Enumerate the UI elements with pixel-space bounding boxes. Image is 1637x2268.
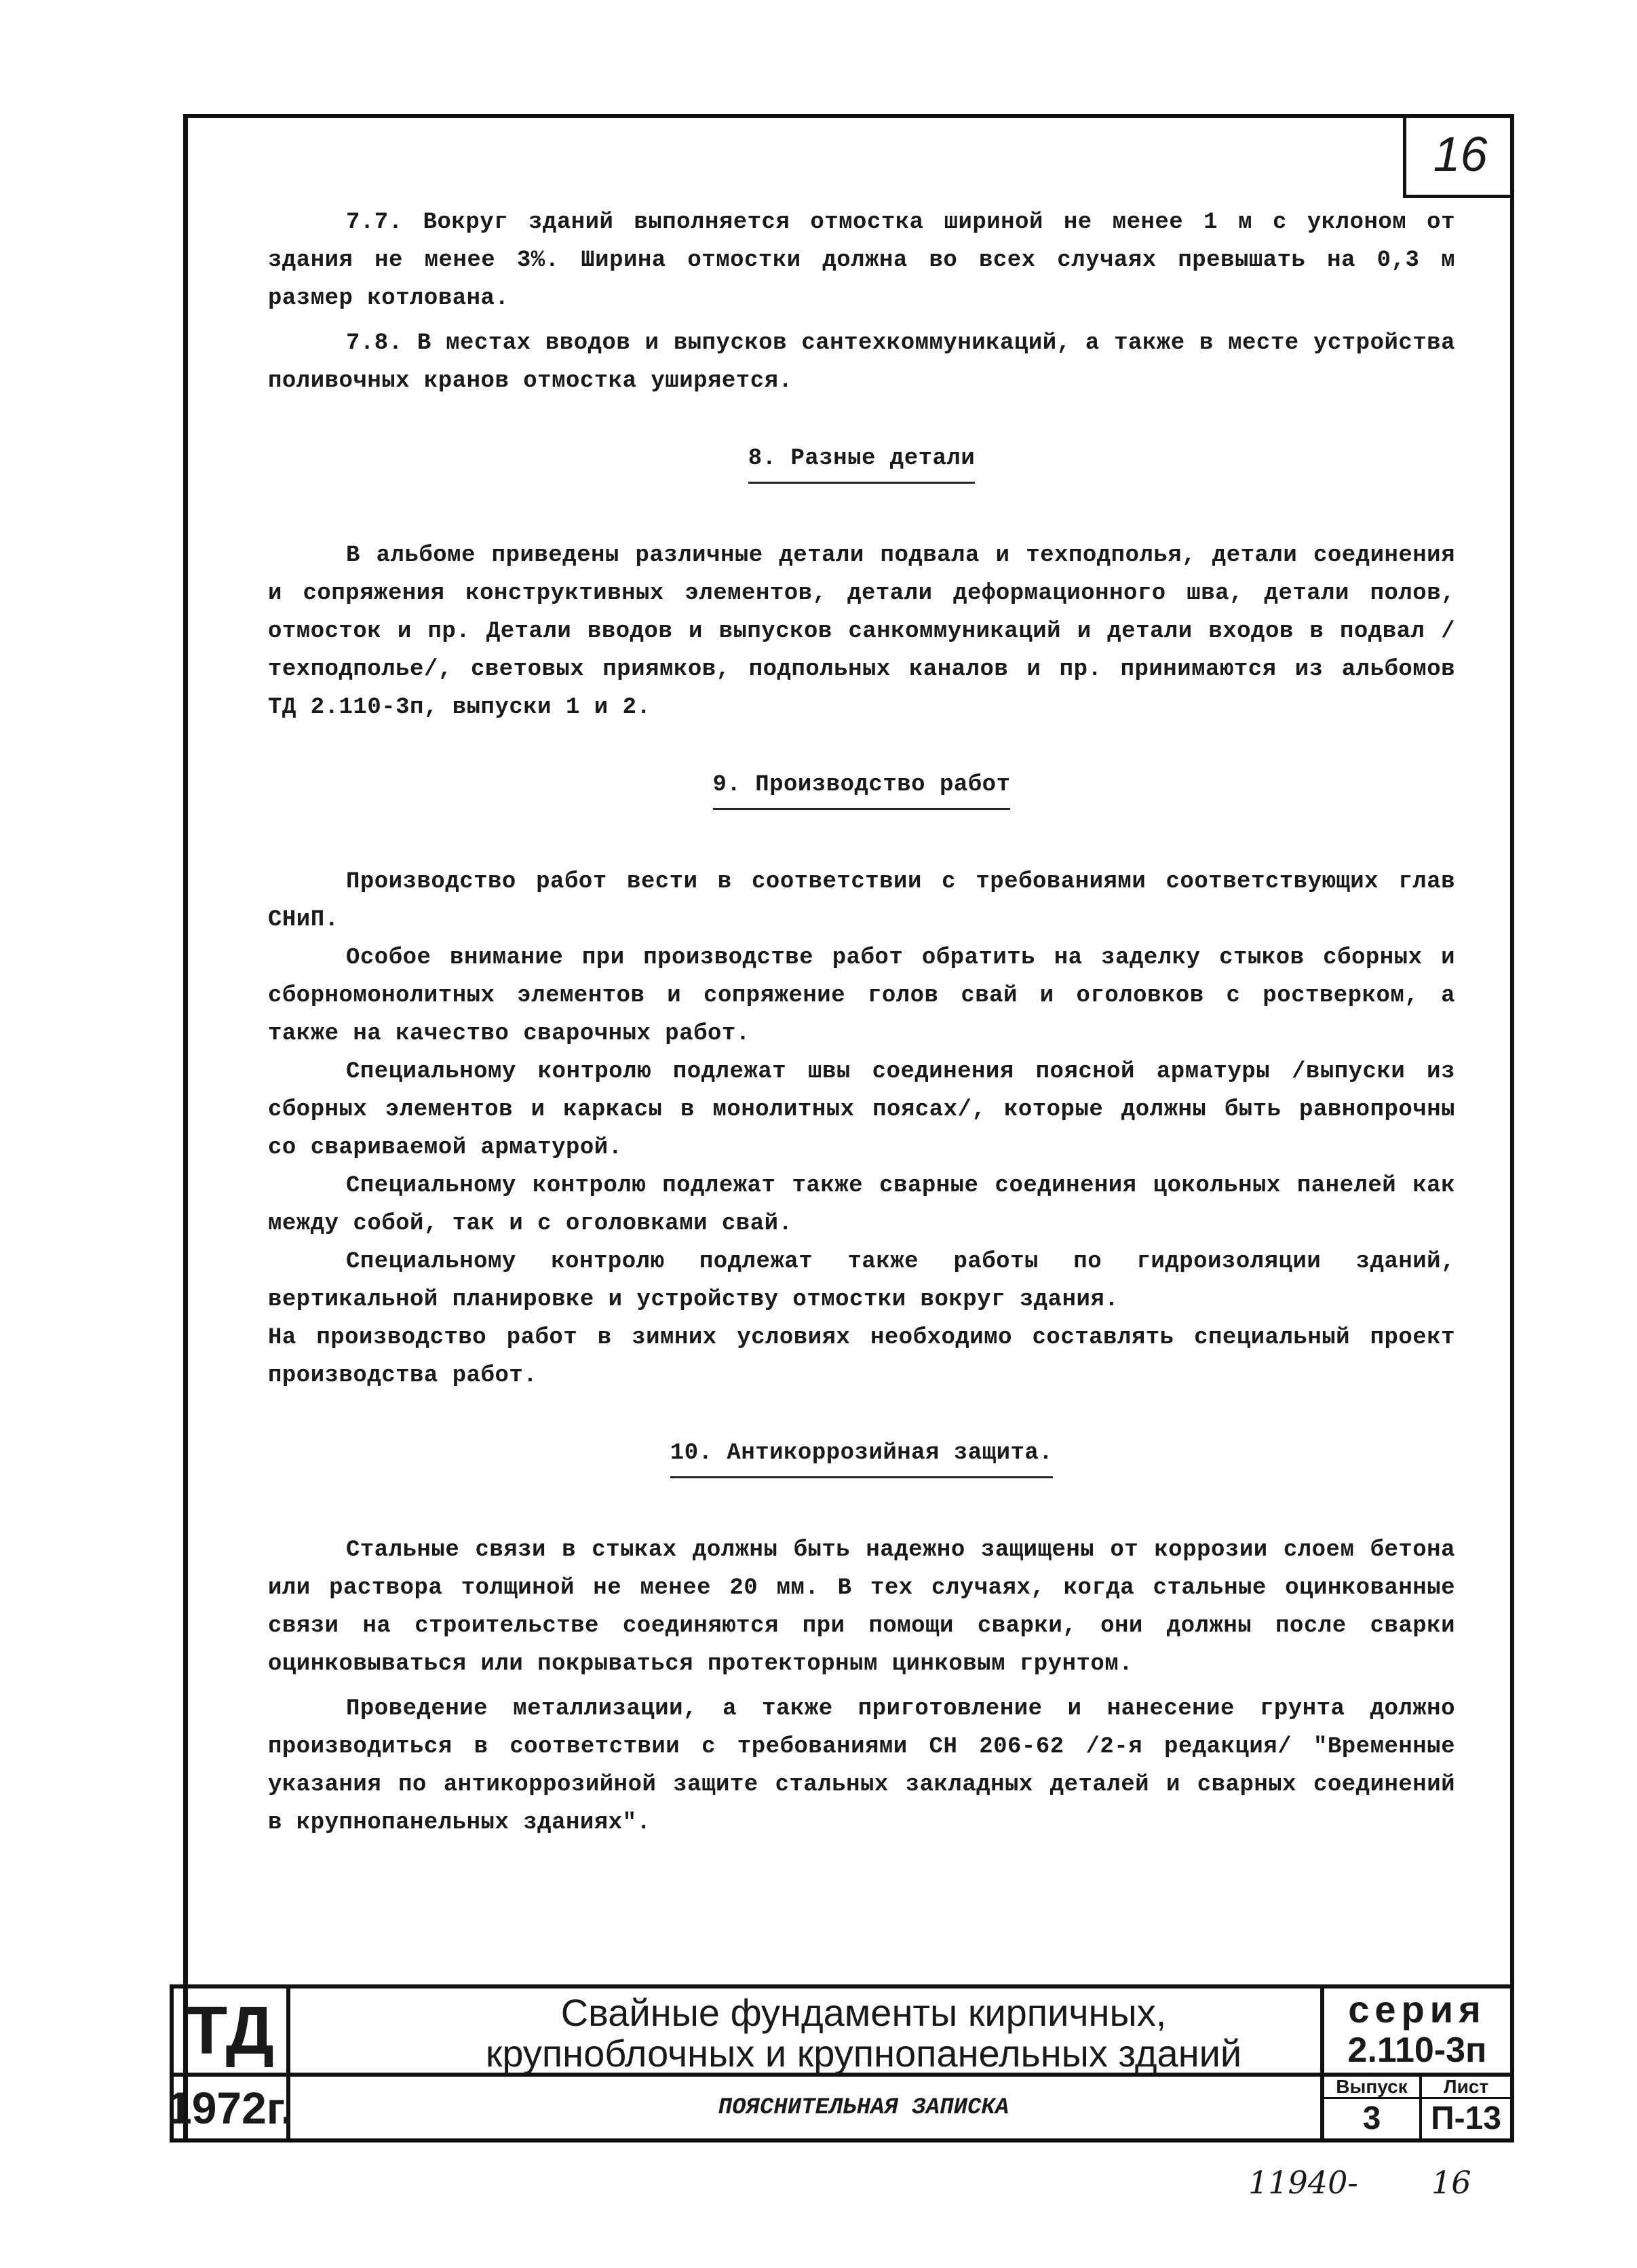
- handwritten-page-number: 16: [1431, 2164, 1471, 2201]
- title-block: [166, 1984, 1514, 2142]
- series-label: серия: [1348, 1988, 1486, 2031]
- section-10-para-1: Стальные связи в стыках должны быть надежно защищены от коррозии слоем бетона или раствора толщиной не менее 20 мм. В тех случаях, когда стальные оцинкованные связи на строительстве соединяются при помощи сварки, они должны после сварки оцинковываться или покрываться протекторным цинковым грунтом.: [268, 1537, 1455, 1677]
- title-line-1: Свайные фундаменты кирпичных,: [560, 1991, 1167, 2034]
- paragraph-7-8: 7.8. В местах вводов и выпусков сантехкоммуникаций, а также в месте устройства поливочных кранов отмостка уширяется.: [268, 330, 1455, 394]
- document-body: [268, 204, 1455, 1842]
- section-9-para-2: Особое внимание при производстве работ обратить на заделку стыков сборных и сборномонолитных элементов и сопряжение голов свай и оголовков с ростверком, а также на качество сварочных работ.: [268, 945, 1455, 1047]
- sheet-value: П-13: [1431, 2100, 1501, 2136]
- section-10-heading: 10. Антикоррозийная защита.: [268, 1434, 1455, 1478]
- section-9-para-3: Специальному контролю подлежат швы соединения поясной арматуры /выпуски из сборных элементов и каркасы в монолитных поясах/, которые должны быть равнопрочны со свариваемой арматурой.: [268, 1059, 1455, 1161]
- handwritten-inventory-number: 11940-: [1248, 2164, 1358, 2201]
- sheet-cell: [1422, 2077, 1510, 2138]
- section-9-para-1: Производство работ вести в соответствии с требованиями соответствующих глав СНиП.: [268, 869, 1455, 933]
- section-8-text: В альбоме приведены различные детали подвала и техподполья, детали соединения и сопряжения конструктивных элементов, детали деформационного шва, детали полов, отмосток и пр. Детали вводов и выпусков санкоммуникаций и детали входов в подвал /техподполье/, световых приямков, подпольных каналов и пр. принимаются из альбомов ТД 2.110-3п, выпуски 1 и 2.: [268, 543, 1455, 720]
- section-9-para-5: Специальному контролю подлежат также работы по гидроизоляции зданий, вертикальной планировке и устройству отмостки вокруг здания.: [268, 1249, 1455, 1313]
- section-9-para-4: Специальному контролю подлежат также сварные соединения цокольных панелей как между собой, так и с оголовками свай.: [268, 1173, 1455, 1237]
- issue-cell: [1320, 2077, 1422, 2138]
- document-subtitle: ПОЯСНИТЕЛЬНАЯ ЗАПИСКА: [718, 2094, 1009, 2121]
- series-value: 2.110-3п: [1347, 2031, 1487, 2070]
- year-label: 1972г.: [174, 2077, 290, 2138]
- section-8-heading: 8. Разные детали: [268, 440, 1455, 484]
- title-line-2: крупноблочных и крупнопанельных зданий: [485, 2032, 1242, 2075]
- document-title: [290, 1988, 1437, 2077]
- section-9-para-6: На производство работ в зимних условиях необходимо составлять специальный проект производства работ.: [268, 1325, 1455, 1389]
- page-number: 16: [1403, 114, 1514, 198]
- issue-value: 3: [1362, 2100, 1381, 2136]
- td-mark: ТД: [174, 1988, 290, 2077]
- paragraph-7-7: 7.7. Вокруг зданий выполняется отмостка шириной не менее 1 м с уклоном от здания не менее 3%. Ширина отмостки должна во всех случаях превышать на 0,3 м размер котлована.: [268, 210, 1455, 311]
- series-cell: [1320, 1988, 1510, 2077]
- sheet-label: Лист: [1422, 2077, 1510, 2099]
- issue-label: Выпуск: [1324, 2077, 1419, 2099]
- section-10-para-2: Проведение металлизации, а также приготовление и нанесение грунта должно производиться в соответствии с требованиями СН 206-62 /2-я редакция/ "Временные указания по антикоррозийной защите стальных закладных деталей и сварных соединений в крупнопанельных зданиях".: [268, 1696, 1455, 1836]
- section-9-heading: 9. Производство работ: [268, 766, 1455, 810]
